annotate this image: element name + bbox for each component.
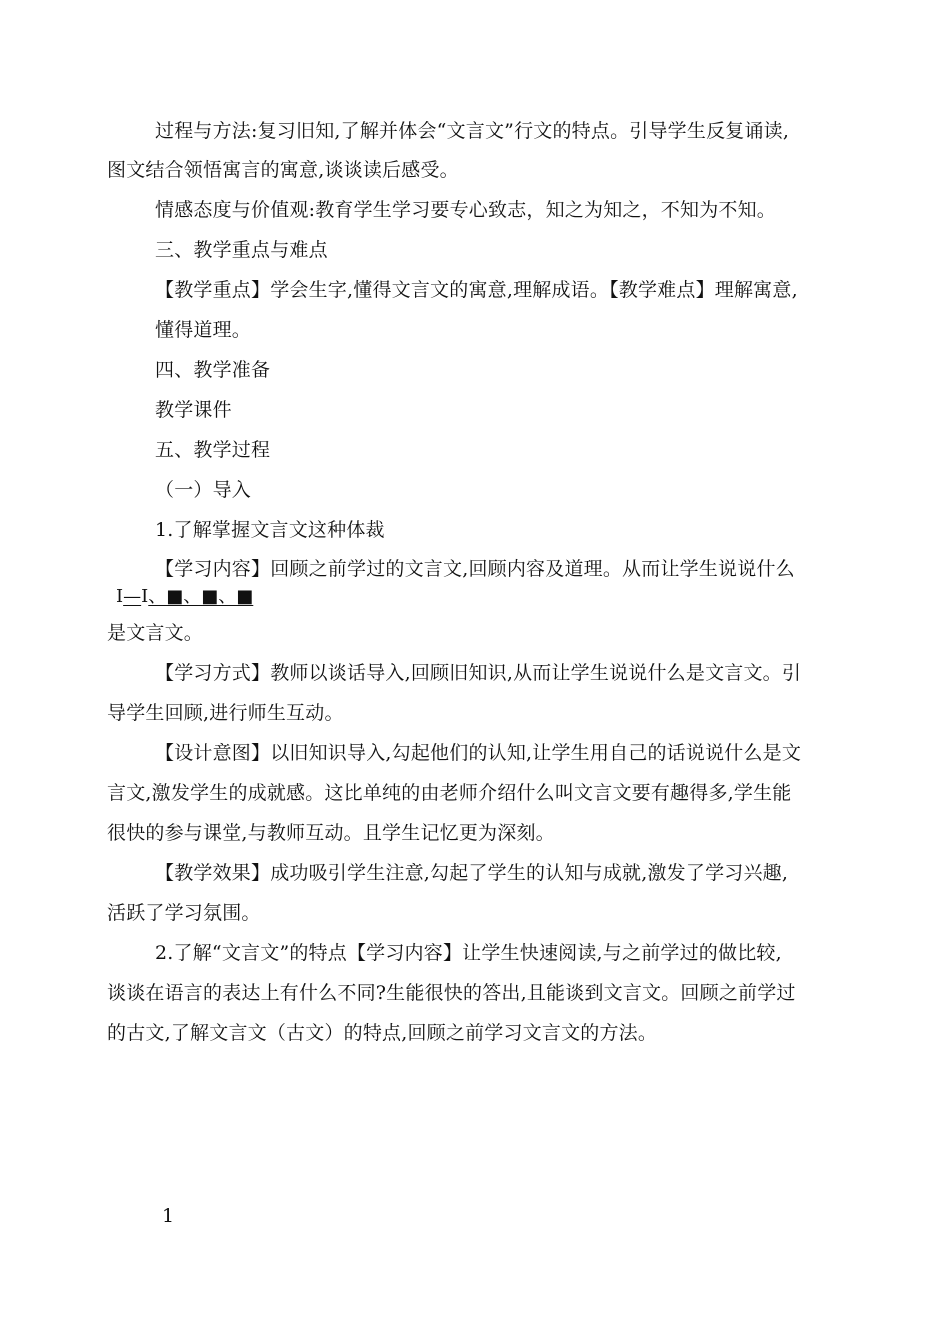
paragraph-learning-method-line-1: 【学习方式】教师以谈话导入,回顾旧知识,从而让学生说说什么是文言文。引 bbox=[155, 662, 802, 684]
heading-preparation: 四、教学准备 bbox=[155, 359, 271, 381]
heading-key-points: 三、教学重点与难点 bbox=[155, 239, 328, 261]
page-number: 1 bbox=[162, 1205, 175, 1227]
paragraph-learning-content-line-2: 是文言文。 bbox=[107, 622, 204, 644]
blank-marker-left: I bbox=[116, 586, 124, 607]
item-2-line-2: 谈谈在语言的表达上有什么不同?生能很快的答出,且能谈到文言文。回顾之前学过 bbox=[107, 982, 796, 1004]
paragraph-emotion-values: 情感态度与价值观:教育学生学习要专心致志，知之为知之，不知为不知。 bbox=[155, 199, 777, 221]
paragraph-design-intent-line-1: 【设计意图】以旧知识导入,勾起他们的认知,让学生用自己的话说说什么是文 bbox=[155, 742, 802, 764]
heading-teaching-process: 五、教学过程 bbox=[155, 439, 271, 461]
paragraph-courseware: 教学课件 bbox=[155, 399, 232, 421]
blank-squares: 、■、■、■ bbox=[148, 586, 254, 607]
paragraph-teaching-effect-line-2: 活跃了学习氛围。 bbox=[107, 902, 261, 924]
paragraph-design-intent-line-3: 很快的参与课堂,与教师互动。且学生记忆更为深刻。 bbox=[107, 822, 555, 844]
paragraph-process-method-line-1: 过程与方法:复习旧知,了解并体会“文言文”行文的特点。引导学生反复诵读, bbox=[155, 120, 790, 142]
paragraph-key-points-line-1: 【教学重点】学会生字,懂得文言文的寓意,理解成语。【教学难点】理解寓意, bbox=[155, 279, 798, 301]
paragraph-learning-content-line-1: 【学习内容】回顾之前学过的文言文,回顾内容及道理。从而让学生说说什么 bbox=[155, 558, 795, 580]
item-2-line-1: 2.了解“文言文”的特点【学习内容】让学生快速阅读,与之前学过的做比较, bbox=[155, 942, 782, 964]
subheading-introduction: （一）导入 bbox=[155, 479, 252, 501]
paragraph-learning-method-line-2: 导学生回顾,进行师生互动。 bbox=[107, 702, 344, 724]
item-1-title: 1.了解掌握文言文这种体裁 bbox=[155, 519, 385, 541]
blank-dash: — bbox=[123, 586, 142, 607]
paragraph-process-method-line-2: 图文结合领悟寓言的寓意,谈谈读后感受。 bbox=[107, 159, 459, 181]
paragraph-teaching-effect-line-1: 【教学效果】成功吸引学生注意,勾起了学生的认知与成就,激发了学习兴趣, bbox=[155, 862, 789, 884]
item-2-line-3: 的古文,了解文言文（古文）的特点,回顾之前学习文言文的方法。 bbox=[107, 1022, 658, 1044]
blank-fill-row bbox=[116, 585, 253, 609]
paragraph-key-points-line-2: 懂得道理。 bbox=[155, 319, 252, 341]
paragraph-design-intent-line-2: 言文,激发学生的成就感。这比单纯的由老师介绍什么叫文言文要有趣得多,学生能 bbox=[107, 782, 792, 804]
blank-marker-right: I bbox=[141, 586, 149, 607]
